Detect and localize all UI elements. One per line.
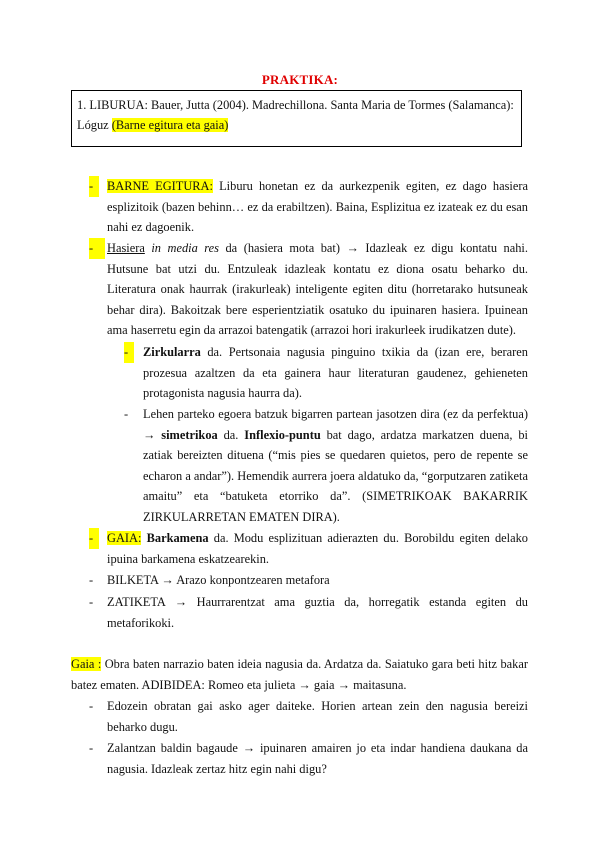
barne-egitura-label: BARNE EGITURA:: [107, 179, 213, 193]
hasiera-text: da (hasiera mota bat) → Idazleak ez digu kontatu nahi. Hutsune bat utzi du. Entzuleak idazleak kontatu ez diona osatu beharko du. Literatura onak haurrak (irakurleak) inteligente egiten ditu (horretarako hutsuneak behar dira). Bakoitzak bere esperientziatik osatuko du ipuinaren hasiera. Ipuinean ama haserretu egin da arrazoi batengatik (arrazoi hori irakurleek irudikatzen dute).: [107, 241, 528, 337]
lehen-text-3: bat dago, ardatza markatzen duena, bi zatiak bereizten dituena (“mis pies se quedaren quietos, pero de repente se echaron a andar”). Hemendik aurrera joera aldatuko da, “gorputzaren zatiketa amaitu” eta “batuketa etorriko da”. (SIMETRIKOAK BAKARRIK ZIRKULARRETAN EMATEN DIRA).: [143, 427, 528, 524]
bullet-dash: -: [124, 342, 134, 363]
page-title: PRAKTIKA:: [261, 72, 339, 87]
inflexio-puntu-bold: Inflexio-puntu: [244, 427, 321, 442]
gaia-definition: [71, 654, 528, 695]
zatiketa-text: ZATIKETA → Haurrarentzat ama guztia da, horregatik estanda egiten du metaforikoki.: [107, 595, 528, 630]
bullet-dash: -: [89, 238, 105, 259]
barkamena-bold: Barkamena: [146, 531, 209, 545]
gaia-label: GAIA:: [107, 531, 142, 545]
bullet-dash: -: [124, 407, 129, 421]
bullet-dash: -: [89, 595, 94, 609]
bullet-dash: -: [89, 176, 99, 197]
bullet-dash: -: [89, 528, 99, 549]
gaia-text: da. Modu esplizituan adierazten du. Borobildu egiten delako ipuina barkamena eskatzearekin.: [107, 531, 528, 566]
gaia-section-text: Obra baten narrazio baten ideia nagusia da. Ardatza da. Saiatuko gara beti hitz bakar batez ematen. ADIBIDEA: Romeo eta julieta → gaia → maitasuna.: [71, 657, 528, 692]
simetrikoa-bold: simetrikoa: [161, 427, 218, 442]
gaia-item-1-text: Edozein obratan gai asko ager daiteke. Horien artean zein den nagusia bereizi beharko dugu.: [107, 699, 528, 734]
reference-text: 1. LIBURUA: Bauer, Jutta (2004). Madrechillona. Santa Maria de Tormes (Salamanca): Lóguz: [77, 98, 514, 132]
zirkularra-bold: Zirkularra: [143, 345, 201, 359]
reference-highlight: (Barne egitura eta gaia): [111, 118, 229, 132]
hasiera-italic: in media res: [151, 241, 219, 255]
bullet-dash: -: [89, 699, 94, 713]
barne-egitura-text: Liburu honetan ez da aurkezpenik egiten, ez dago hasiera esplizitoik (bazen behinn… ez da erabiltzen). Baina, Esplizitua ez izateak ez du esan nahi ez dagoenik.: [107, 179, 528, 234]
lehen-text-1: Lehen parteko egoera batzuk bigarren partean jasotzen dira (ez da perfektua) →: [143, 407, 528, 442]
gaia-item-2-text: Zalantzan baldin bagaude → ipuinaren amairen jo eta indar handiena daukana da nagusia. Idazleak zertaz hitz egin nahi digu?: [107, 741, 528, 776]
hasiera-word: Hasiera: [107, 241, 145, 255]
bullet-dash: -: [89, 573, 94, 587]
lehen-text-2: da.: [217, 427, 245, 442]
gaia-section-label: Gaia :: [71, 657, 102, 671]
reference-box: [71, 90, 522, 147]
zirkularra-text: da. Pertsonaia nagusia pinguino txikia da (izan ere, beraren prozesua azaltzen da eta gainera haur literaturan gaudenez, gehieneten protagonista nagusia haurra da).: [143, 345, 528, 400]
bilketa-text: BILKETA → Arazo konpontzearen metafora: [107, 573, 330, 587]
bullet-dash: -: [89, 741, 94, 755]
